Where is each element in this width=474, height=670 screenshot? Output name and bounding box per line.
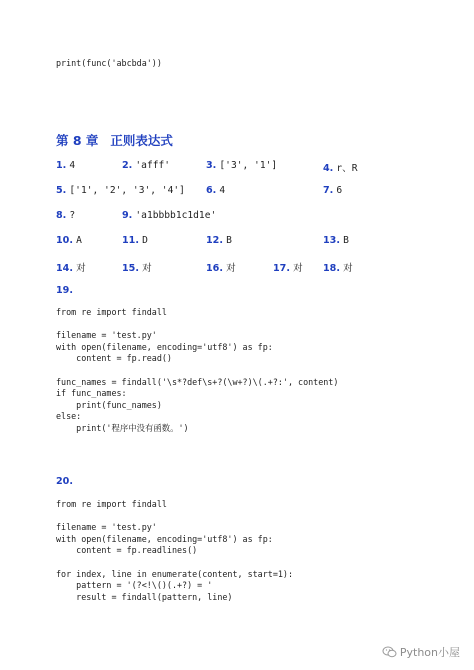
chapter-heading: [56, 131, 173, 149]
top-code-line: print(func('abcbda')): [56, 58, 162, 68]
answer-12: 12. B: [206, 235, 232, 246]
answer-2: 2. 'afff': [122, 160, 171, 171]
answer-3: 3. ['3', '1']: [206, 160, 278, 171]
answer-18: 18. 对: [323, 263, 353, 274]
answer-6: 6. 4: [206, 185, 226, 196]
answer-16: 16. 对: [206, 263, 236, 274]
wechat-icon: [382, 646, 397, 658]
answer-4: 4. r、R: [323, 163, 358, 174]
answer-11: 11. D: [122, 235, 148, 246]
question-20-label: 20.: [56, 476, 73, 487]
answer-1: 1. 4: [56, 160, 76, 171]
answer-9: 9. 'a1bbbb1c1d1e': [122, 210, 217, 221]
watermark: [382, 644, 460, 660]
chapter-number: 第 8 章: [56, 133, 99, 148]
answer-8: 8. ?: [56, 210, 76, 221]
question-19-label: 19.: [56, 285, 73, 296]
answer-7: 7. 6: [323, 185, 343, 196]
answer-10: 10. A: [56, 235, 82, 246]
answer-14: 14. 对: [56, 263, 86, 274]
answer-5: 5. ['1', '2', '3', '4']: [56, 185, 185, 196]
chapter-title: 正则表达式: [110, 133, 173, 148]
watermark-text: Python小屋: [399, 646, 460, 659]
answer-13: 13. B: [323, 235, 349, 246]
answer-15: 15. 对: [122, 263, 152, 274]
question-20-code: from re import findall filename = 'test.py' with open(filename, encoding='utf8') as fp: content = fp.readlines() for index, line in enumerate(content, start=1): pattern = '(?<!\()(.+?) = ' result = findall(pattern, line): [56, 499, 293, 602]
answer-17: 17. 对: [273, 263, 303, 274]
question-19-code: from re import findall filename = 'test.py' with open(filename, encoding='utf8') as fp: content = fp.read() func_names = findall('\s*?def\s+?(\w+?)\(.+?:', content) if func_names: print(func_names) else: print('程序中没有函数。'): [56, 307, 339, 433]
